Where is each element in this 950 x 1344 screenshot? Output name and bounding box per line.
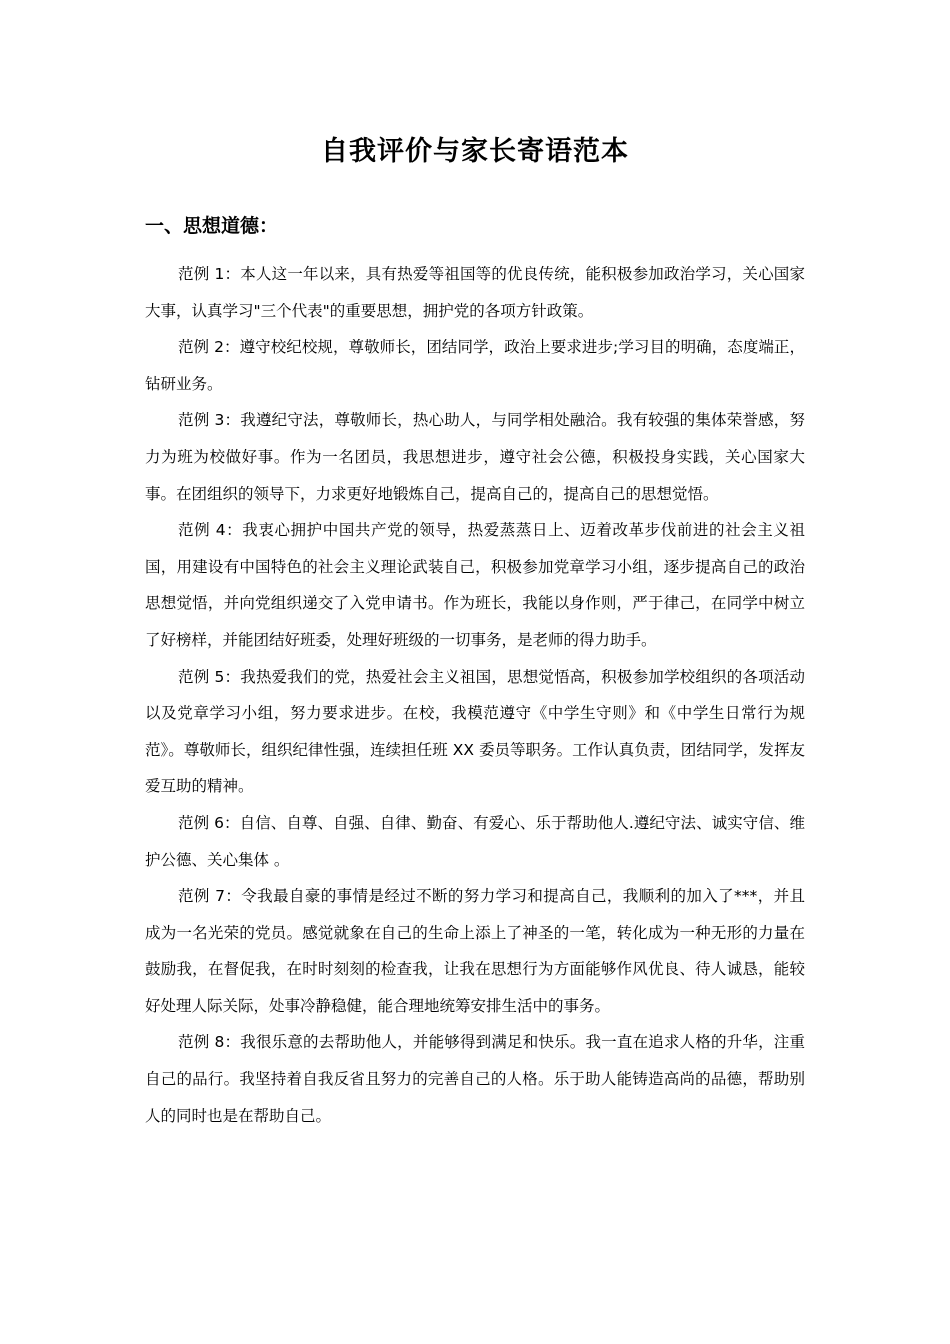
example-paragraph-7: 范例 7：令我最自豪的事情是经过不断的努力学习和提高自己，我顺利的加入了***，并且成为一名光荣的党员。感觉就象在自己的生命上添上了神圣的一笔，转化成为一种无形的力量在鼓励我，在督促我，在时时刻刻的检查我，让我在思想行为方面能够作风优良、待人诚恳，能较好处理人际关际，处事冷静稳健，能合理地统筹安排生活中的事务。 [145, 887, 805, 1015]
example-paragraph-2: 范例 2：遵守校纪校规，尊敬师长，团结同学，政治上要求进步;学习目的明确，态度端正，钻研业务。 [145, 338, 805, 393]
example-paragraph-3: 范例 3：我遵纪守法，尊敬师长，热心助人，与同学相处融洽。我有较强的集体荣誉感，努力为班为校做好事。作为一名团员，我思想进步，遵守社会公德，积极投身实践，关心国家大事。在团组织的领导下，力求更好地锻炼自己，提高自己的，提高自己的思想觉悟。 [145, 411, 805, 503]
section-heading: 一、思想道德： [145, 215, 279, 237]
document-title: 自我评价与家长寄语范本 [321, 136, 629, 167]
example-paragraph-1: 范例 1：本人这一年以来，具有热爱等祖国等的优良传统，能积极参加政治学习，关心国家大事，认真学习"三个代表"的重要思想，拥护党的各项方针政策。 [145, 265, 805, 320]
example-paragraph-4: 范例 4：我衷心拥护中国共产党的领导，热爱蒸蒸日上、迈着改革步伐前进的社会主义祖国，用建设有中国特色的社会主义理论武装自己，积极参加党章学习小组，逐步提高自己的政治思想觉悟，并向党组织递交了入党申请书。作为班长，我能以身作则，严于律己，在同学中树立了好榜样，并能团结好班委，处理好班级的一切事务，是老师的得力助手。 [145, 521, 805, 649]
example-paragraph-6: 范例 6：自信、自尊、自强、自律、勤奋、有爱心、乐于帮助他人.遵纪守法、诚实守信、维护公德、关心集体 。 [145, 813, 805, 869]
document-body [145, 256, 805, 1134]
example-paragraph-5: 范例 5：我热爱我们的党，热爱社会主义祖国，思想觉悟高，积极参加学校组织的各项活动以及党章学习小组，努力要求进步。在校，我模范遵守《中学生守则》和《中学生日常行为规范》。尊敬师长，组织纪律性强，连续担任班 XX 委员等职务。工作认真负责，团结同学，发挥友爱互助的精神。 [145, 667, 805, 796]
example-paragraph-8: 范例 8：我很乐意的去帮助他人，并能够得到满足和快乐。我一直在追求人格的升华，注重自己的品行。我坚持着自我反省且努力的完善自己的人格。乐于助人能铸造高尚的品德，帮助别人的同时也是在帮助自己。 [145, 1033, 805, 1125]
